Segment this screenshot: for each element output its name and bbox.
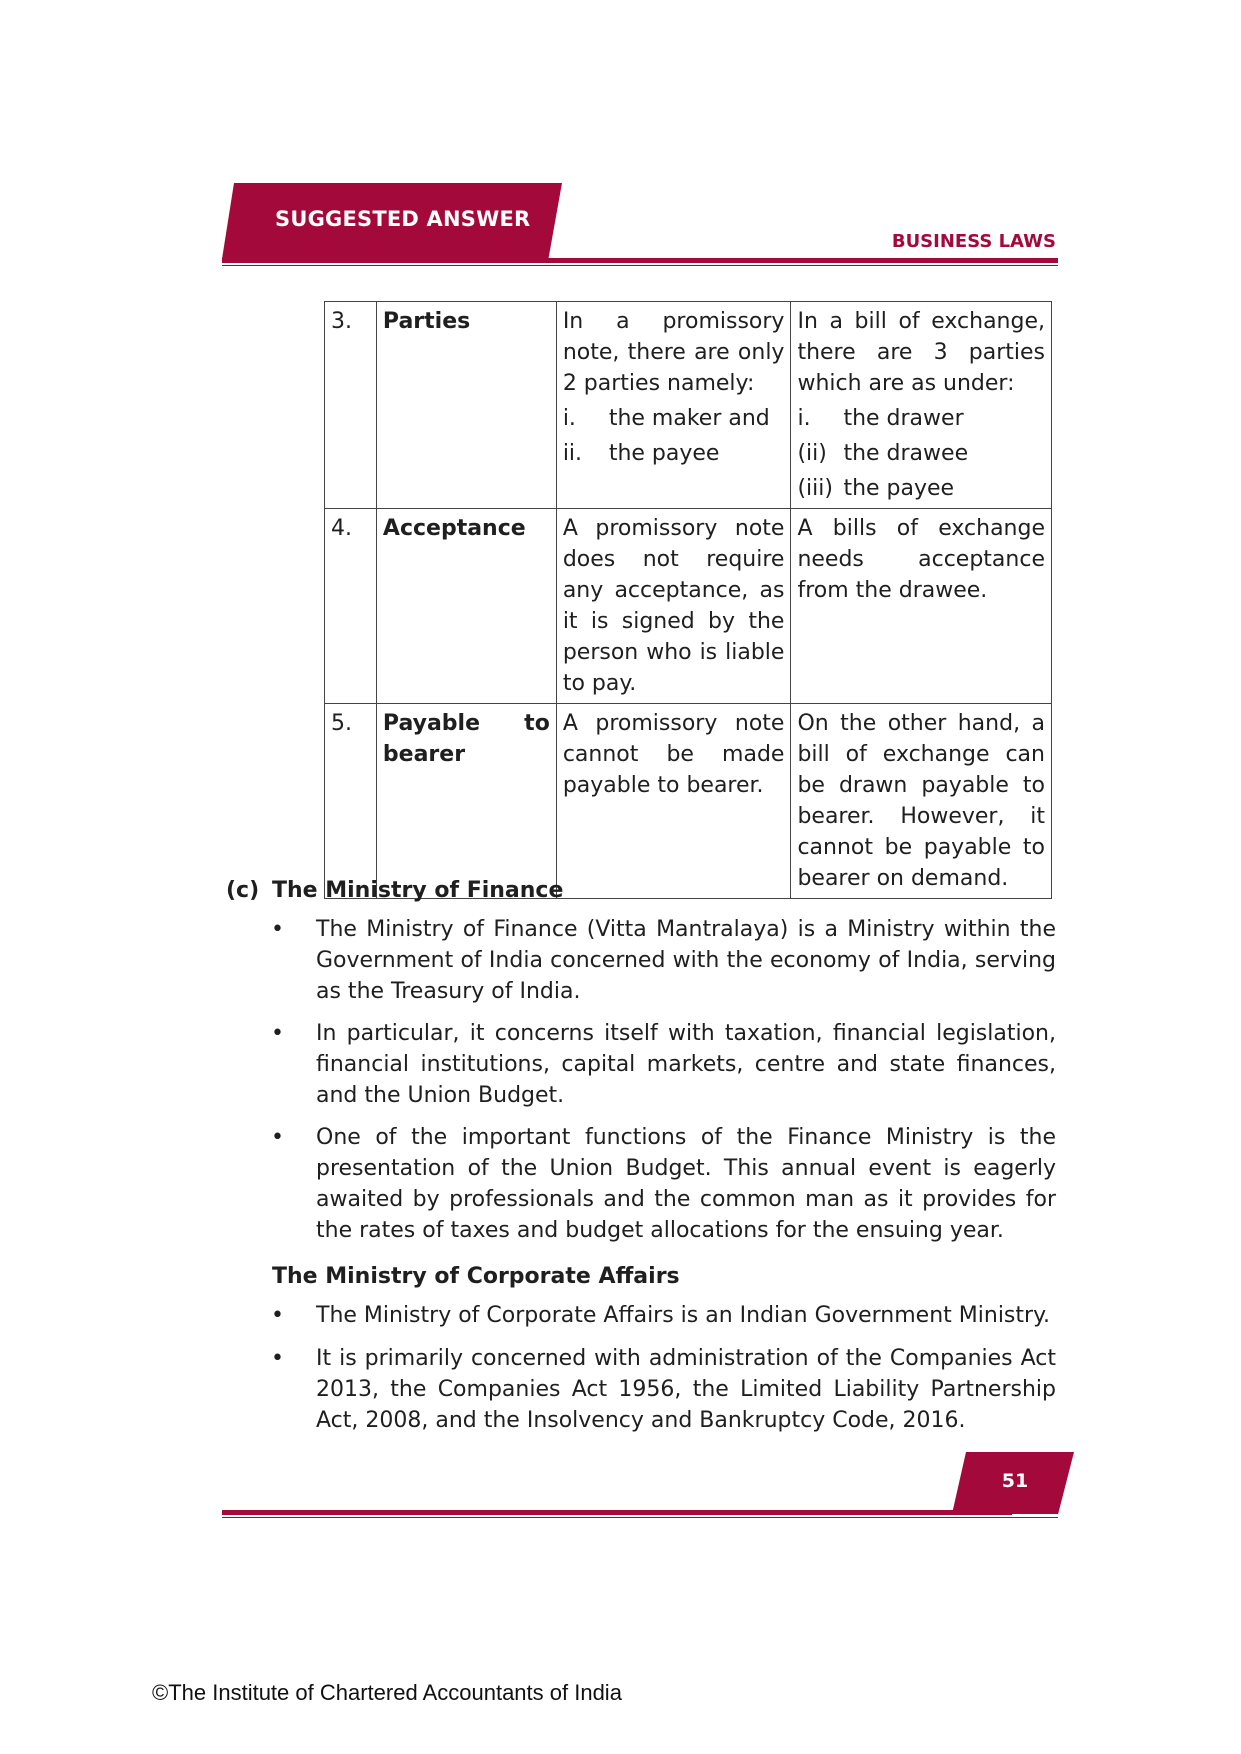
feature-word: Payable	[382, 711, 481, 736]
bullet-icon: •	[271, 917, 284, 942]
section-label: (c)	[226, 878, 260, 903]
comparison-table	[324, 301, 1052, 899]
table-row	[325, 302, 1052, 509]
list	[563, 403, 785, 469]
row-number: 3.	[325, 302, 377, 509]
bill-of-exchange-cell: On the other hand, a bill of exchange can be drawn payable to bearer. However, it cannot be payable to bearer on demand.	[791, 704, 1052, 899]
subject-title: BUSINESS LAWS	[891, 231, 1056, 252]
bullet-icon: •	[271, 1346, 284, 1371]
list-item	[797, 473, 1045, 504]
bullet-item	[271, 1343, 1056, 1436]
bullet-text: The Ministry of Corporate Affairs is an Indian Government Ministry.	[316, 1303, 1050, 1328]
table-row	[325, 509, 1052, 704]
list-text: the drawee	[843, 441, 969, 466]
header-rule	[222, 258, 1058, 263]
list-item	[797, 438, 1045, 469]
cell-text: In a bill of exchange, there are 3 parties which are as under:	[797, 309, 1045, 396]
footer-rule	[222, 1510, 1012, 1515]
row-number: 5.	[325, 704, 377, 899]
bullet-item	[271, 1300, 1056, 1331]
bullet-text: One of the important functions of the Finance Ministry is the presentation of the Union Budget. This annual event is eagerly awaited by professionals and the common man as it provides for the rates of taxes and budget allocations for the ensuing year.	[316, 1125, 1056, 1243]
list-marker: (iii)	[797, 476, 833, 501]
feature-word: bearer	[382, 742, 466, 767]
list-marker: ii.	[562, 441, 583, 466]
row-number: 4.	[325, 509, 377, 704]
footer-rule-thin	[222, 1517, 1058, 1518]
list-text: the payee	[608, 441, 720, 466]
bullet-icon: •	[271, 1125, 284, 1150]
promissory-note-cell: A promissory note does not require any acceptance, as it is signed by the person who is liable to pay.	[556, 509, 791, 704]
bullet-item	[271, 1122, 1056, 1246]
list	[797, 403, 1045, 504]
row-feature	[376, 704, 556, 899]
section-title: The Ministry of Finance	[272, 878, 564, 903]
list-marker: (ii)	[797, 441, 827, 466]
list-text: the drawer	[843, 406, 964, 431]
list-item	[563, 403, 785, 434]
bullet-text: It is primarily concerned with administration of the Companies Act 2013, the Companies Act 1956, the Limited Liability Partnership Act, 2008, and the Insolvency and Bankruptcy Code, 2016.	[316, 1346, 1056, 1433]
bullet-text: The Ministry of Finance (Vitta Mantralaya) is a Ministry within the Government of India concerned with the economy of India, serving as the Treasury of India.	[316, 917, 1056, 1004]
bullet-text: In particular, it concerns itself with taxation, financial legislation, financial institutions, capital markets, centre and state finances, and the Union Budget.	[316, 1021, 1056, 1108]
bill-of-exchange-cell: A bills of exchange needs acceptance from the drawee.	[791, 509, 1052, 704]
row-feature: Parties	[376, 302, 556, 509]
row-feature: Acceptance	[376, 509, 556, 704]
page-number: 51	[1001, 1470, 1029, 1492]
copyright-text: ©The Institute of Chartered Accountants of India	[152, 1680, 622, 1705]
list-item	[797, 403, 1045, 434]
bill-of-exchange-cell	[791, 302, 1052, 509]
list-marker: i.	[562, 406, 576, 431]
bullet-icon: •	[271, 1021, 284, 1046]
header-tab-label: SUGGESTED ANSWER	[275, 207, 531, 231]
bullet-icon: •	[271, 1303, 284, 1328]
subheading: The Ministry of Corporate Affairs	[272, 1264, 680, 1289]
bullet-item	[271, 1018, 1056, 1111]
promissory-note-cell	[556, 302, 791, 509]
table-row	[325, 704, 1052, 899]
bullet-item	[271, 914, 1056, 1007]
feature-line	[383, 708, 550, 739]
list-marker: i.	[797, 406, 811, 431]
section-heading	[226, 878, 563, 903]
promissory-note-cell: A promissory note cannot be made payable to bearer.	[556, 704, 791, 899]
list-text: the maker and	[608, 406, 770, 431]
cell-text: In a promissory note, there are only 2 parties namely:	[562, 309, 785, 396]
header-rule-thin	[222, 265, 1058, 266]
list-item	[563, 438, 785, 469]
list-text: the payee	[843, 476, 955, 501]
feature-word: to	[524, 711, 550, 736]
